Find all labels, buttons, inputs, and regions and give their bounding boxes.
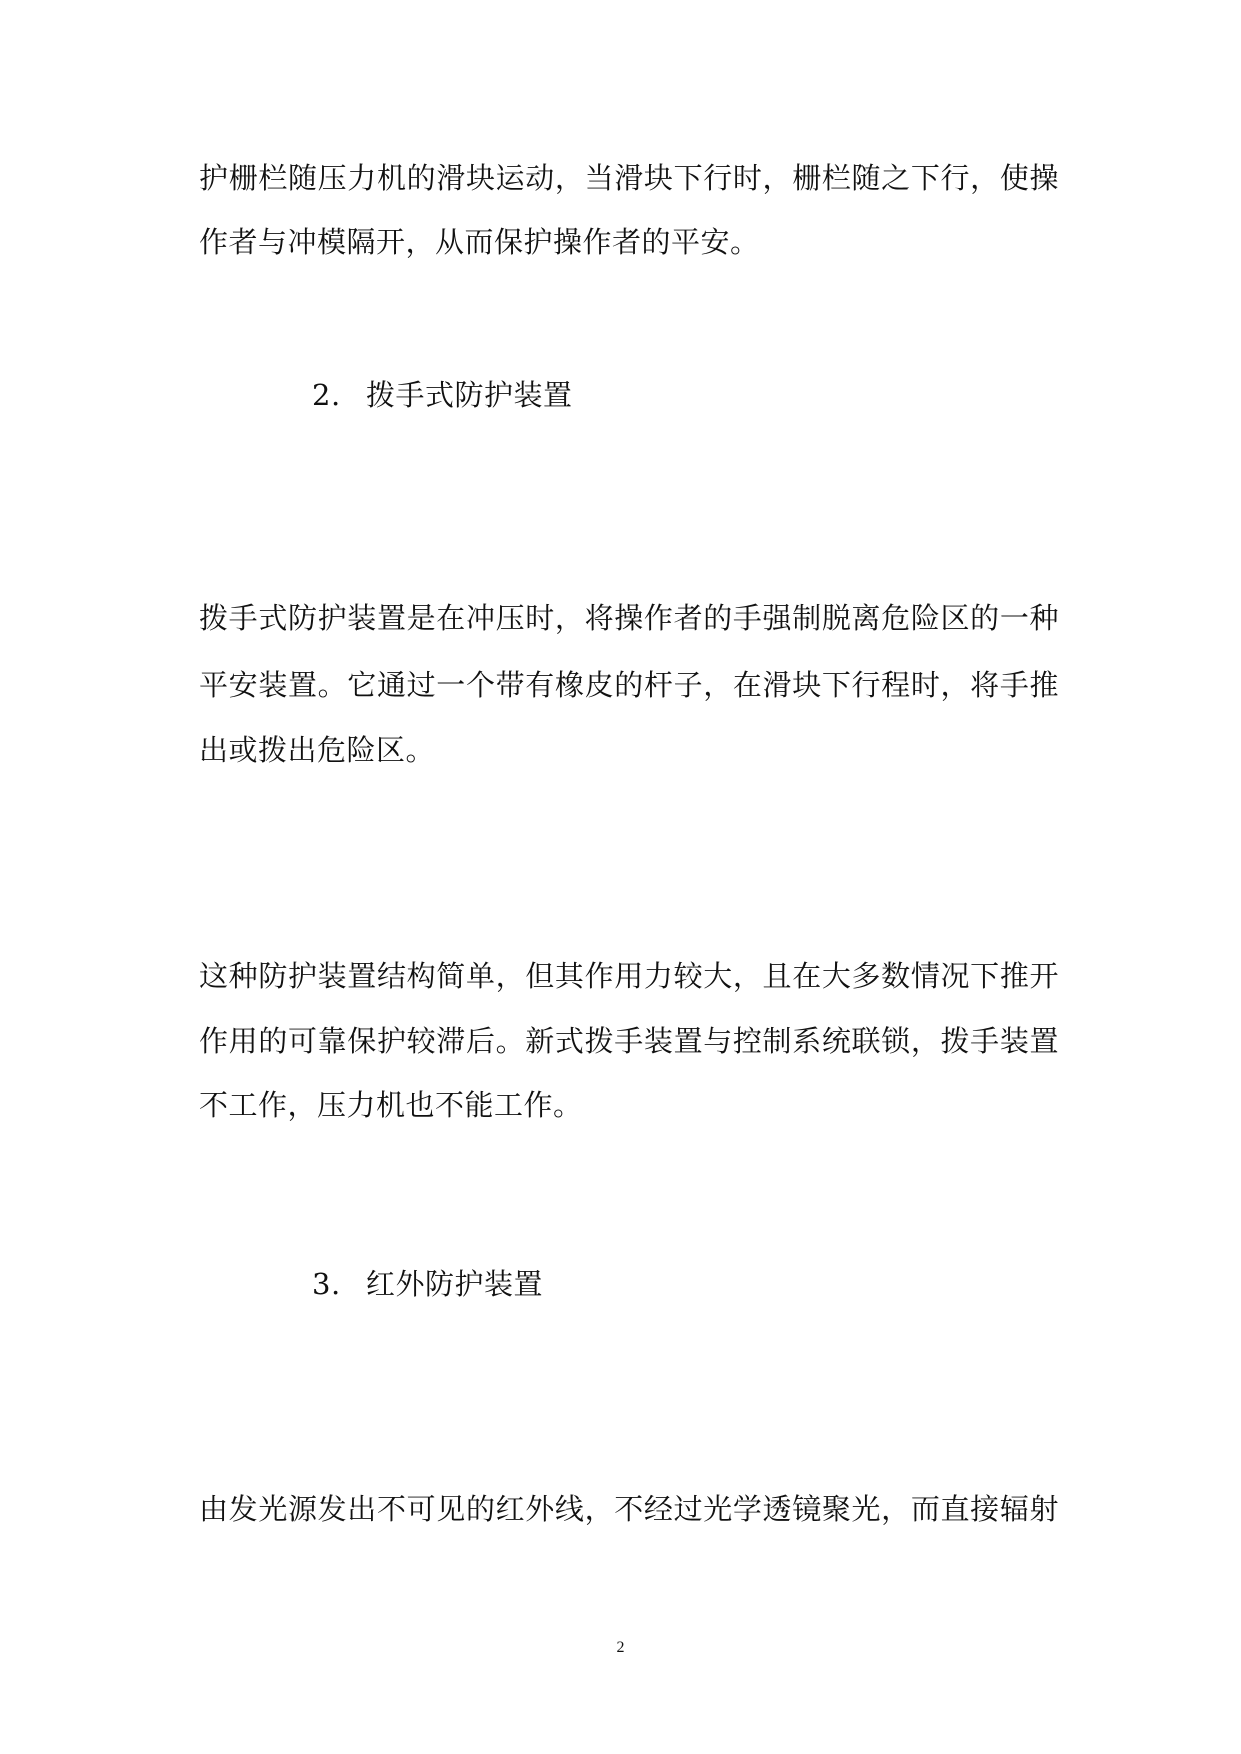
page-number: 2 xyxy=(616,1639,625,1656)
paragraph-1-line-2: 作者与冲模隔开，从而保护操作者的平安。 xyxy=(199,225,760,259)
section-heading-3-title: 红外防护装置 xyxy=(366,1267,544,1301)
paragraph-2-line-3: 出或拨出危险区。 xyxy=(199,733,436,767)
section-heading-3-number: 3. xyxy=(312,1267,341,1301)
paragraph-2-line-2: 平安装置。它通过一个带有橡皮的杆子，在滑块下行程时，将手推 xyxy=(199,668,1059,702)
paragraph-1-line-1: 护栅栏随压力机的滑块运动，当滑块下行时，栅栏随之下行，使操 xyxy=(199,161,1059,195)
section-heading-2-number: 2. xyxy=(312,378,341,412)
paragraph-4-line-1: 由发光源发出不可见的红外线，不经过光学透镜聚光，而直接辐射 xyxy=(199,1492,1059,1526)
paragraph-2-line-1: 拨手式防护装置是在冲压时，将操作者的手强制脱离危险区的一种 xyxy=(199,601,1059,635)
paragraph-3-line-1: 这种防护装置结构简单，但其作用力较大，且在大多数情况下推开 xyxy=(199,959,1059,993)
section-heading-2-title: 拨手式防护装置 xyxy=(366,378,573,412)
section-heading-2 xyxy=(312,375,573,415)
paragraph-3-line-2: 作用的可靠保护较滞后。新式拨手装置与控制系统联锁，拨手装置 xyxy=(199,1024,1059,1058)
section-heading-3 xyxy=(312,1264,543,1304)
paragraph-3-line-3: 不工作，压力机也不能工作。 xyxy=(199,1088,583,1122)
